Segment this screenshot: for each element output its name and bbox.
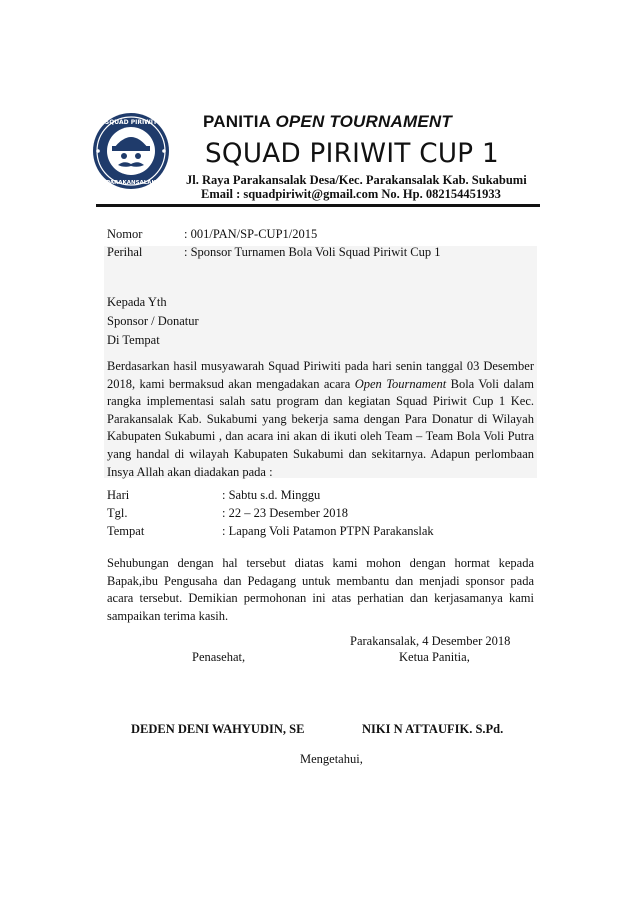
organizer-heading <box>203 112 452 132</box>
svg-text:PARAKANSALAK: PARAKANSALAK <box>106 180 156 186</box>
role-chairman: Ketua Panitia, <box>399 650 470 664</box>
place-date: Parakansalak, 4 Desember 2018 <box>350 634 511 648</box>
recipient-line-2: Sponsor / Donatur <box>107 314 199 328</box>
chairman-name: NIKI N ATTAUFIK. S.Pd. <box>362 722 504 736</box>
nomor-value: : 001/PAN/SP-CUP1/2015 <box>184 227 318 241</box>
event-title: SQUAD PIRIWIT CUP 1 <box>205 138 499 169</box>
schedule-place-label: Tempat <box>107 524 145 538</box>
schedule-date-value: : 22 – 23 Desember 2018 <box>222 506 349 520</box>
svg-text:SQUAD PIRIWIT: SQUAD PIRIWIT <box>104 119 158 126</box>
para1-text-a: Berdasarkan hasil musyawarah Squad Piriwiti pada hari senin tanggal 03 Desember 2018, kami bermaksud akan mengadakan acara <box>107 359 534 391</box>
acknowledged-label: Mengetahui, <box>300 752 363 766</box>
para1-text-b: Bola Voli dalam rangka implementasi salah satu program dan kegiatan Squad Piriwit Cup 1 Kec. Parakansalak Kab. Sukabumi yang bekerja sama dengan Para Donatur di Wilayah Kabupaten Sukabumi , dan acara ini akan di ikuti oleh Team – Team Bola Voli Putra yang handal di wilayah Kabupaten Sukabumi dan sekitarnya. Adapun perlombaan Insya Allah akan diadakan pada : <box>107 376 535 479</box>
body-paragraph-1 <box>107 358 534 481</box>
address-line: Jl. Raya Parakansalak Desa/Kec. Parakansalak Kab. Sukabumi <box>186 173 527 187</box>
schedule-day-value: : Sabtu s.d. Minggu <box>222 488 321 502</box>
body-paragraph-2: Sehubungan dengan hal tersebut diatas kami mohon dengan hormat kepada Bapak,ibu Pengusaha dan Pedagang untuk membantu dan menjadi sponsor pada acara tersebut. Demikian permohonan ini atas perhatian dan kerjasamanya kami sampaikan terima kasih. <box>107 556 534 623</box>
advisor-name: DEDEN DENI WAHYUDIN, SE <box>131 722 305 736</box>
contact-line: Email : squadpiriwit@gmail.com No. Hp. 082154451933 <box>201 187 501 201</box>
perihal-label: Perihal <box>107 245 143 259</box>
recipient-line-1: Kepada Yth <box>107 295 167 309</box>
perihal-value: : Sponsor Turnamen Bola Voli Squad Piriwit Cup 1 <box>184 245 441 259</box>
para1-italic: Open Tournament <box>354 376 447 391</box>
squad-piriwit-logo <box>92 112 170 190</box>
nomor-label: Nomor <box>107 227 143 241</box>
schedule-day-label: Hari <box>107 488 130 502</box>
organizer-prefix: PANITIA <box>203 112 271 131</box>
letterhead-divider <box>96 204 540 207</box>
schedule-date-label: Tgl. <box>107 506 128 520</box>
role-advisor: Penasehat, <box>192 650 246 664</box>
recipient-line-3: Di Tempat <box>107 333 160 347</box>
schedule-place-value: : Lapang Voli Patamon PTPN Parakanslak <box>222 524 434 538</box>
organizer-italic: OPEN TOURNAMENT <box>275 112 452 131</box>
